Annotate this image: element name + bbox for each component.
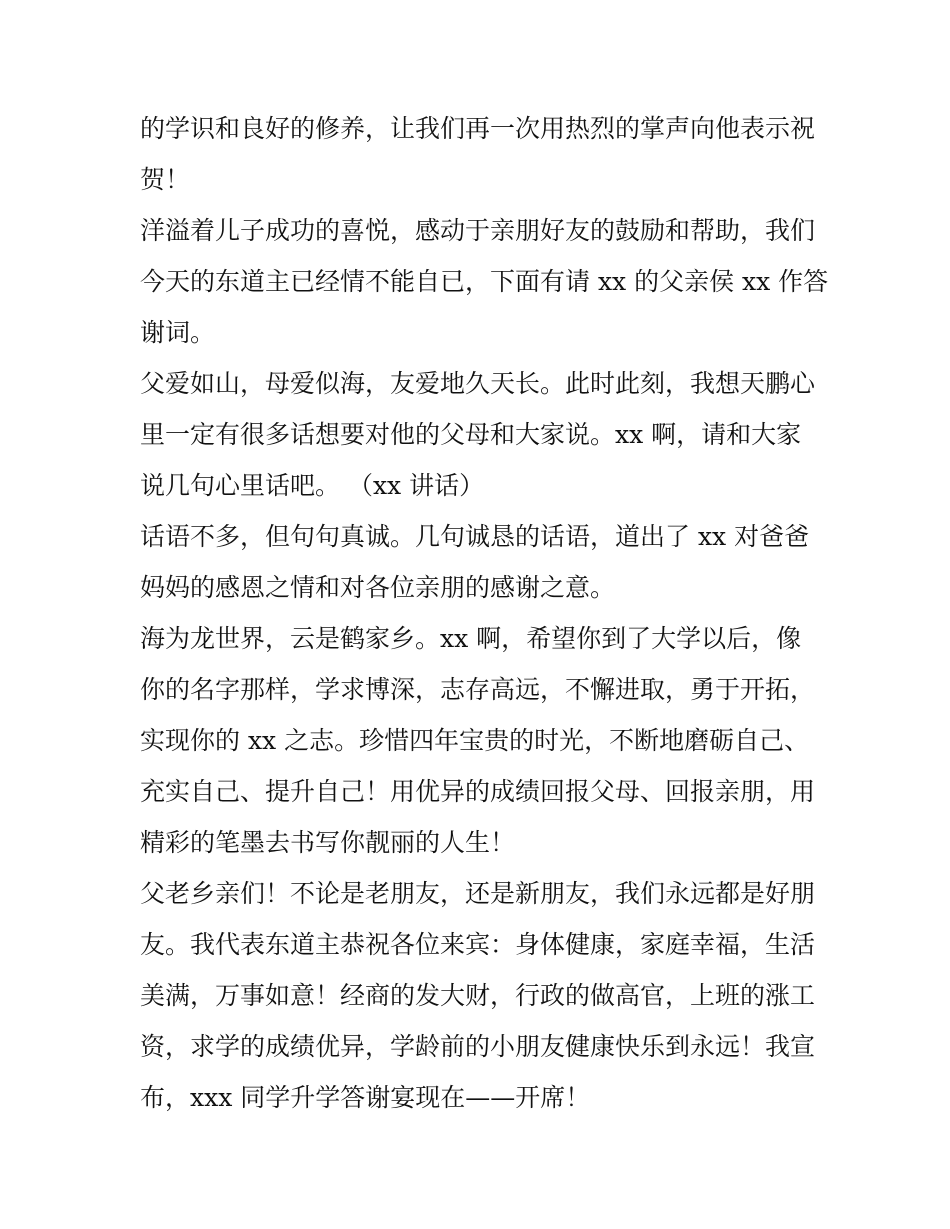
- text-line: 父老乡亲们！不论是老朋友，还是新朋友，我们永远都是好朋: [140, 879, 816, 908]
- text-line: 海为龙世界，云是鹤家乡。xx 啊，希望你到了大学以后，像: [140, 624, 802, 653]
- text-line: 的学识和良好的修养，让我们再一次用热烈的掌声向他表示祝: [140, 114, 816, 143]
- text-line: 资，求学的成绩优异，学龄前的小朋友健康快乐到永远！我宣: [140, 1032, 816, 1061]
- text-line: 友。我代表东道主恭祝各位来宾：身体健康，家庭幸福，生活: [140, 930, 816, 959]
- text-line: 说几句心里话吧。 （xx 讲话）: [140, 471, 485, 500]
- text-line: 你的名字那样，学求博深，志存高远，不懈进取，勇于开拓，: [140, 675, 816, 704]
- document-body: [140, 103, 829, 1123]
- text-line: 布，xxx 同学升学答谢宴现在——开席！: [140, 1083, 591, 1112]
- text-line: 里一定有很多话想要对他的父母和大家说。xx 啊，请和大家: [140, 420, 802, 449]
- text-line: 贺！: [140, 165, 191, 194]
- text-line: 精彩的笔墨去书写你靓丽的人生！: [140, 828, 516, 857]
- text-line: 父爱如山，母爱似海，友爱地久天长。此时此刻，我想天鹏心: [140, 369, 816, 398]
- text-line: 洋溢着儿子成功的喜悦，感动于亲朋好友的鼓励和帮助，我们: [140, 216, 816, 245]
- text-line: 妈妈的感恩之情和对各位亲朋的感谢之意。: [140, 573, 616, 602]
- text-line: 美满，万事如意！经商的发大财，行政的做高官，上班的涨工: [140, 981, 816, 1010]
- text-line: 实现你的 xx 之志。珍惜四年宝贵的时光，不断地磨砺自己、: [140, 726, 810, 755]
- text-line: 今天的东道主已经情不能自已，下面有请 xx 的父亲侯 xx 作答: [140, 267, 829, 296]
- text-line: 谢词。: [140, 318, 216, 347]
- text-line: 话语不多，但句句真诚。几句诚恳的话语，道出了 xx 对爸爸: [140, 522, 810, 551]
- text-line: 充实自己、提升自己！用优异的成绩回报父母、回报亲朋，用: [140, 777, 816, 806]
